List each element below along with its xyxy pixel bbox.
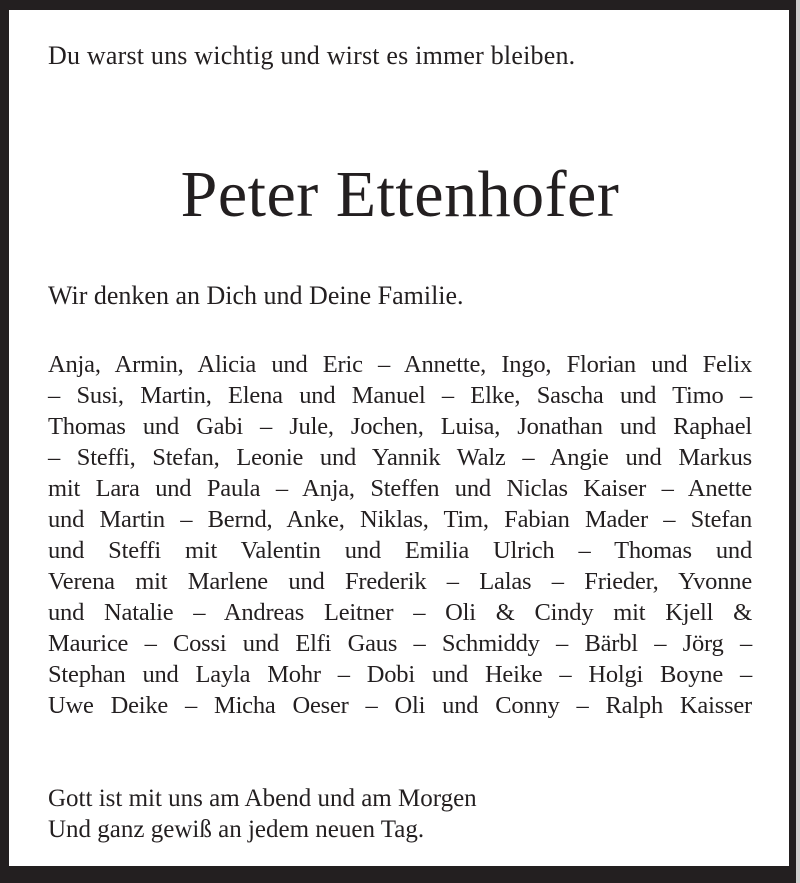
names-line: – Steffi, Stefan, Leonie und Yannik Walz – Angie und Markus bbox=[48, 444, 752, 471]
closing-verse-block bbox=[48, 783, 752, 845]
mourners-names-block bbox=[48, 349, 752, 721]
names-line: mit Lara und Paula – Anja, Steffen und Niclas Kaiser – Anette bbox=[48, 475, 752, 502]
names-line: Thomas und Gabi – Jule, Jochen, Luisa, Jonathan und Raphael bbox=[48, 413, 752, 440]
condolence-line: Wir denken an Dich und Deine Familie. bbox=[48, 281, 464, 310]
names-line: und Martin – Bernd, Anke, Niklas, Tim, Fabian Mader – Stefan bbox=[48, 506, 752, 533]
memorial-content bbox=[9, 10, 789, 845]
names-line: – Susi, Martin, Elena und Manuel – Elke, Sascha und Timo – bbox=[48, 382, 752, 409]
deceased-name: Peter Ettenhofer bbox=[180, 158, 620, 231]
names-line: Verena mit Marlene und Frederik – Lalas – Frieder, Yvonne bbox=[48, 568, 752, 595]
names-line: Uwe Deike – Micha Oeser – Oli und Conny – Ralph Kaisser bbox=[48, 692, 752, 719]
verse-line: Und ganz gewiß an jedem neuen Tag. bbox=[48, 816, 425, 843]
names-line: Anja, Armin, Alicia und Eric – Annette, Ingo, Florian und Felix bbox=[48, 351, 752, 378]
scan-edge bbox=[796, 0, 800, 883]
names-line: Maurice – Cossi und Elfi Gaus – Schmiddy – Bärbl – Jörg – bbox=[48, 630, 752, 657]
names-line: Stephan und Layla Mohr – Dobi und Heike – Holgi Boyne – bbox=[48, 661, 752, 688]
opening-line: Du warst uns wichtig und wirst es immer bleiben. bbox=[48, 41, 576, 70]
names-line: und Steffi mit Valentin und Emilia Ulrich – Thomas und bbox=[48, 537, 752, 564]
names-line: und Natalie – Andreas Leitner – Oli & Cindy mit Kjell & bbox=[48, 599, 752, 626]
verse-line: Gott ist mit uns am Abend und am Morgen bbox=[48, 785, 477, 812]
